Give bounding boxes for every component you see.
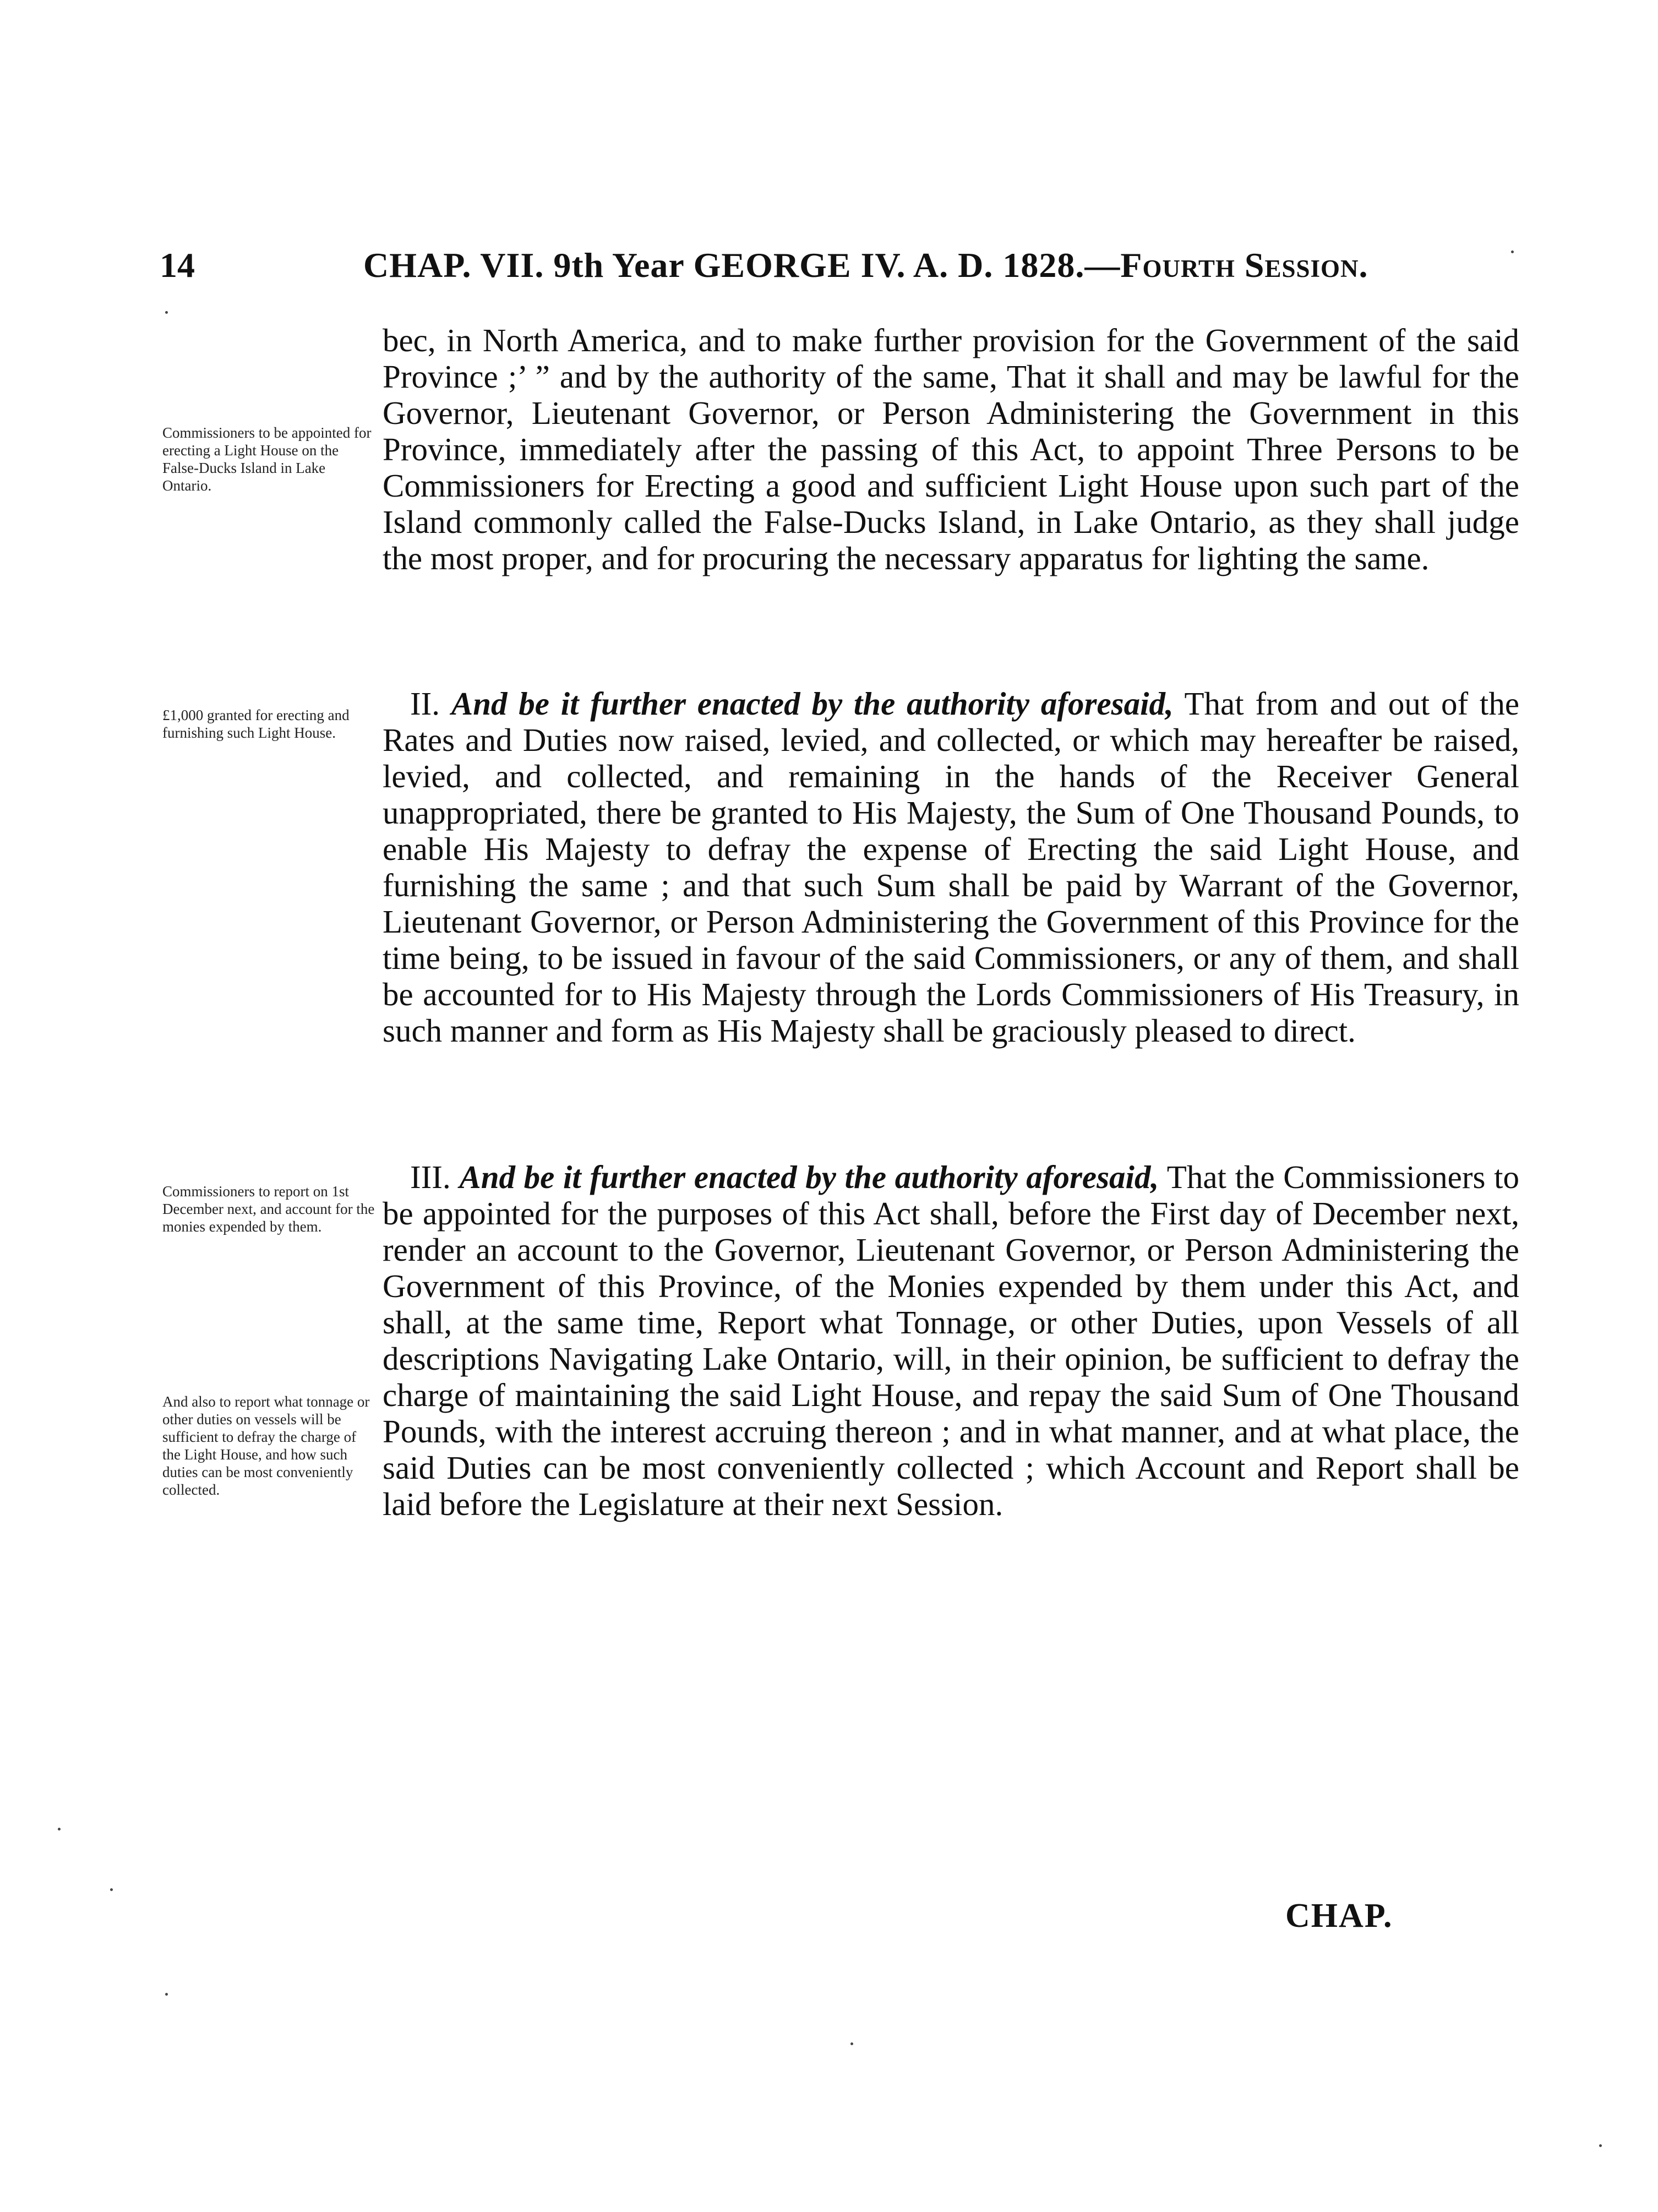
ink-speck [850,2042,853,2045]
section-3-text: That the Commissioners to be appointed for the purposes of this Act shall, before the First day of December next, render an account to the Governor, Lieutenant Governor, or Person Administering the Government of this Province, of the Monies expended by them under this Act, and shall, at the same time, Report what Tonnage, or other Duties, upon Vessels of all descriptions Navigating Lake Ontario, will, in their opinion, be sufficient to defray the charge of maintaining the said Light House, and repay the said Sum of One Thousand Pounds, with the interest accruing thereon ; and in what manner, and at what place, the said Duties can be most conveniently collected ; which Account and Report shall be laid before the Legislature at their next Session. [383,1159,1519,1522]
section-3-number: III. [410,1159,451,1195]
ink-speck [110,1888,113,1891]
ink-speck [1511,250,1514,253]
catchword: CHAP. [1285,1897,1393,1935]
section-2-number: II. [410,685,440,722]
page-header [160,245,1519,289]
margin-note-tonnage: And also to report what tonnage or other duties on vessels will be sufficient to defray the charge of the Light House, and how such duties can be most conveniently collected. [162,1393,370,1498]
section-2 [383,685,1519,1049]
running-head-session: Fourth Session. [1120,246,1368,285]
ink-speck [165,1993,168,1996]
running-head-main: CHAP. VII. 9th Year GEORGE IV. A. D. 1828.— [363,246,1121,285]
section-3-paragraph [383,1159,1519,1522]
running-head [363,245,1368,286]
margin-note-report: Commissioners to report on 1st December next, and account for the monies expended by them. [162,1183,375,1235]
page-number: 14 [160,246,195,285]
margin-note-commissioners: Commissioners to be appointed for erecting a Light House on the False-Ducks Island in Lake Ontario. [162,424,372,494]
paragraph-1-text: bec, in North America, and to make further provision for the Government of the said Province ;’ ” and by the authority of the same, That it shall and may be lawful for the Governor, Lieutenant Governor, or Person Administering the Government in this Province, immediately after the passing of this Act, to appoint Three Persons to be Commissioners for Erecting a good and sufficient Light House upon such part of the Island commonly called the False-Ducks Island, in Lake Ontario, as they shall judge the most proper, and for procuring the necessary apparatus for lighting the same. [383,322,1519,576]
ink-speck [58,1828,61,1830]
ink-speck [1599,2144,1602,2147]
ink-speck [165,311,168,314]
section-3 [383,1159,1519,1522]
margin-note-grant: £1,000 granted for erecting and furnishing such Light House. [162,707,350,741]
section-3-enacting-clause: And be it further enacted by the authority aforesaid, [459,1159,1159,1195]
section-2-paragraph [383,685,1519,1049]
paragraph-1 [383,322,1519,576]
section-2-text: That from and out of the Rates and Duties now raised, levied, and collected, or which may hereafter be raised, levied, and collected, and remaining in the hands of the Receiver General unappropriated, there be granted to His Majesty, the Sum of One Thousand Pounds, to enable His Majesty to defray the expense of Erecting the said Light House, and furnishing the same ; and that such Sum shall be paid by Warrant of the Governor, Lieutenant Governor, or Person Administering the Government of this Province for the time being, to be issued in favour of the said Commissioners, or any of them, and shall be accounted for to His Majesty through the Lords Commissioners of His Treasury, in such manner and form as His Majesty shall be graciously pleased to direct. [383,685,1520,1049]
section-2-enacting-clause: And be it further enacted by the authority aforesaid, [451,685,1174,722]
